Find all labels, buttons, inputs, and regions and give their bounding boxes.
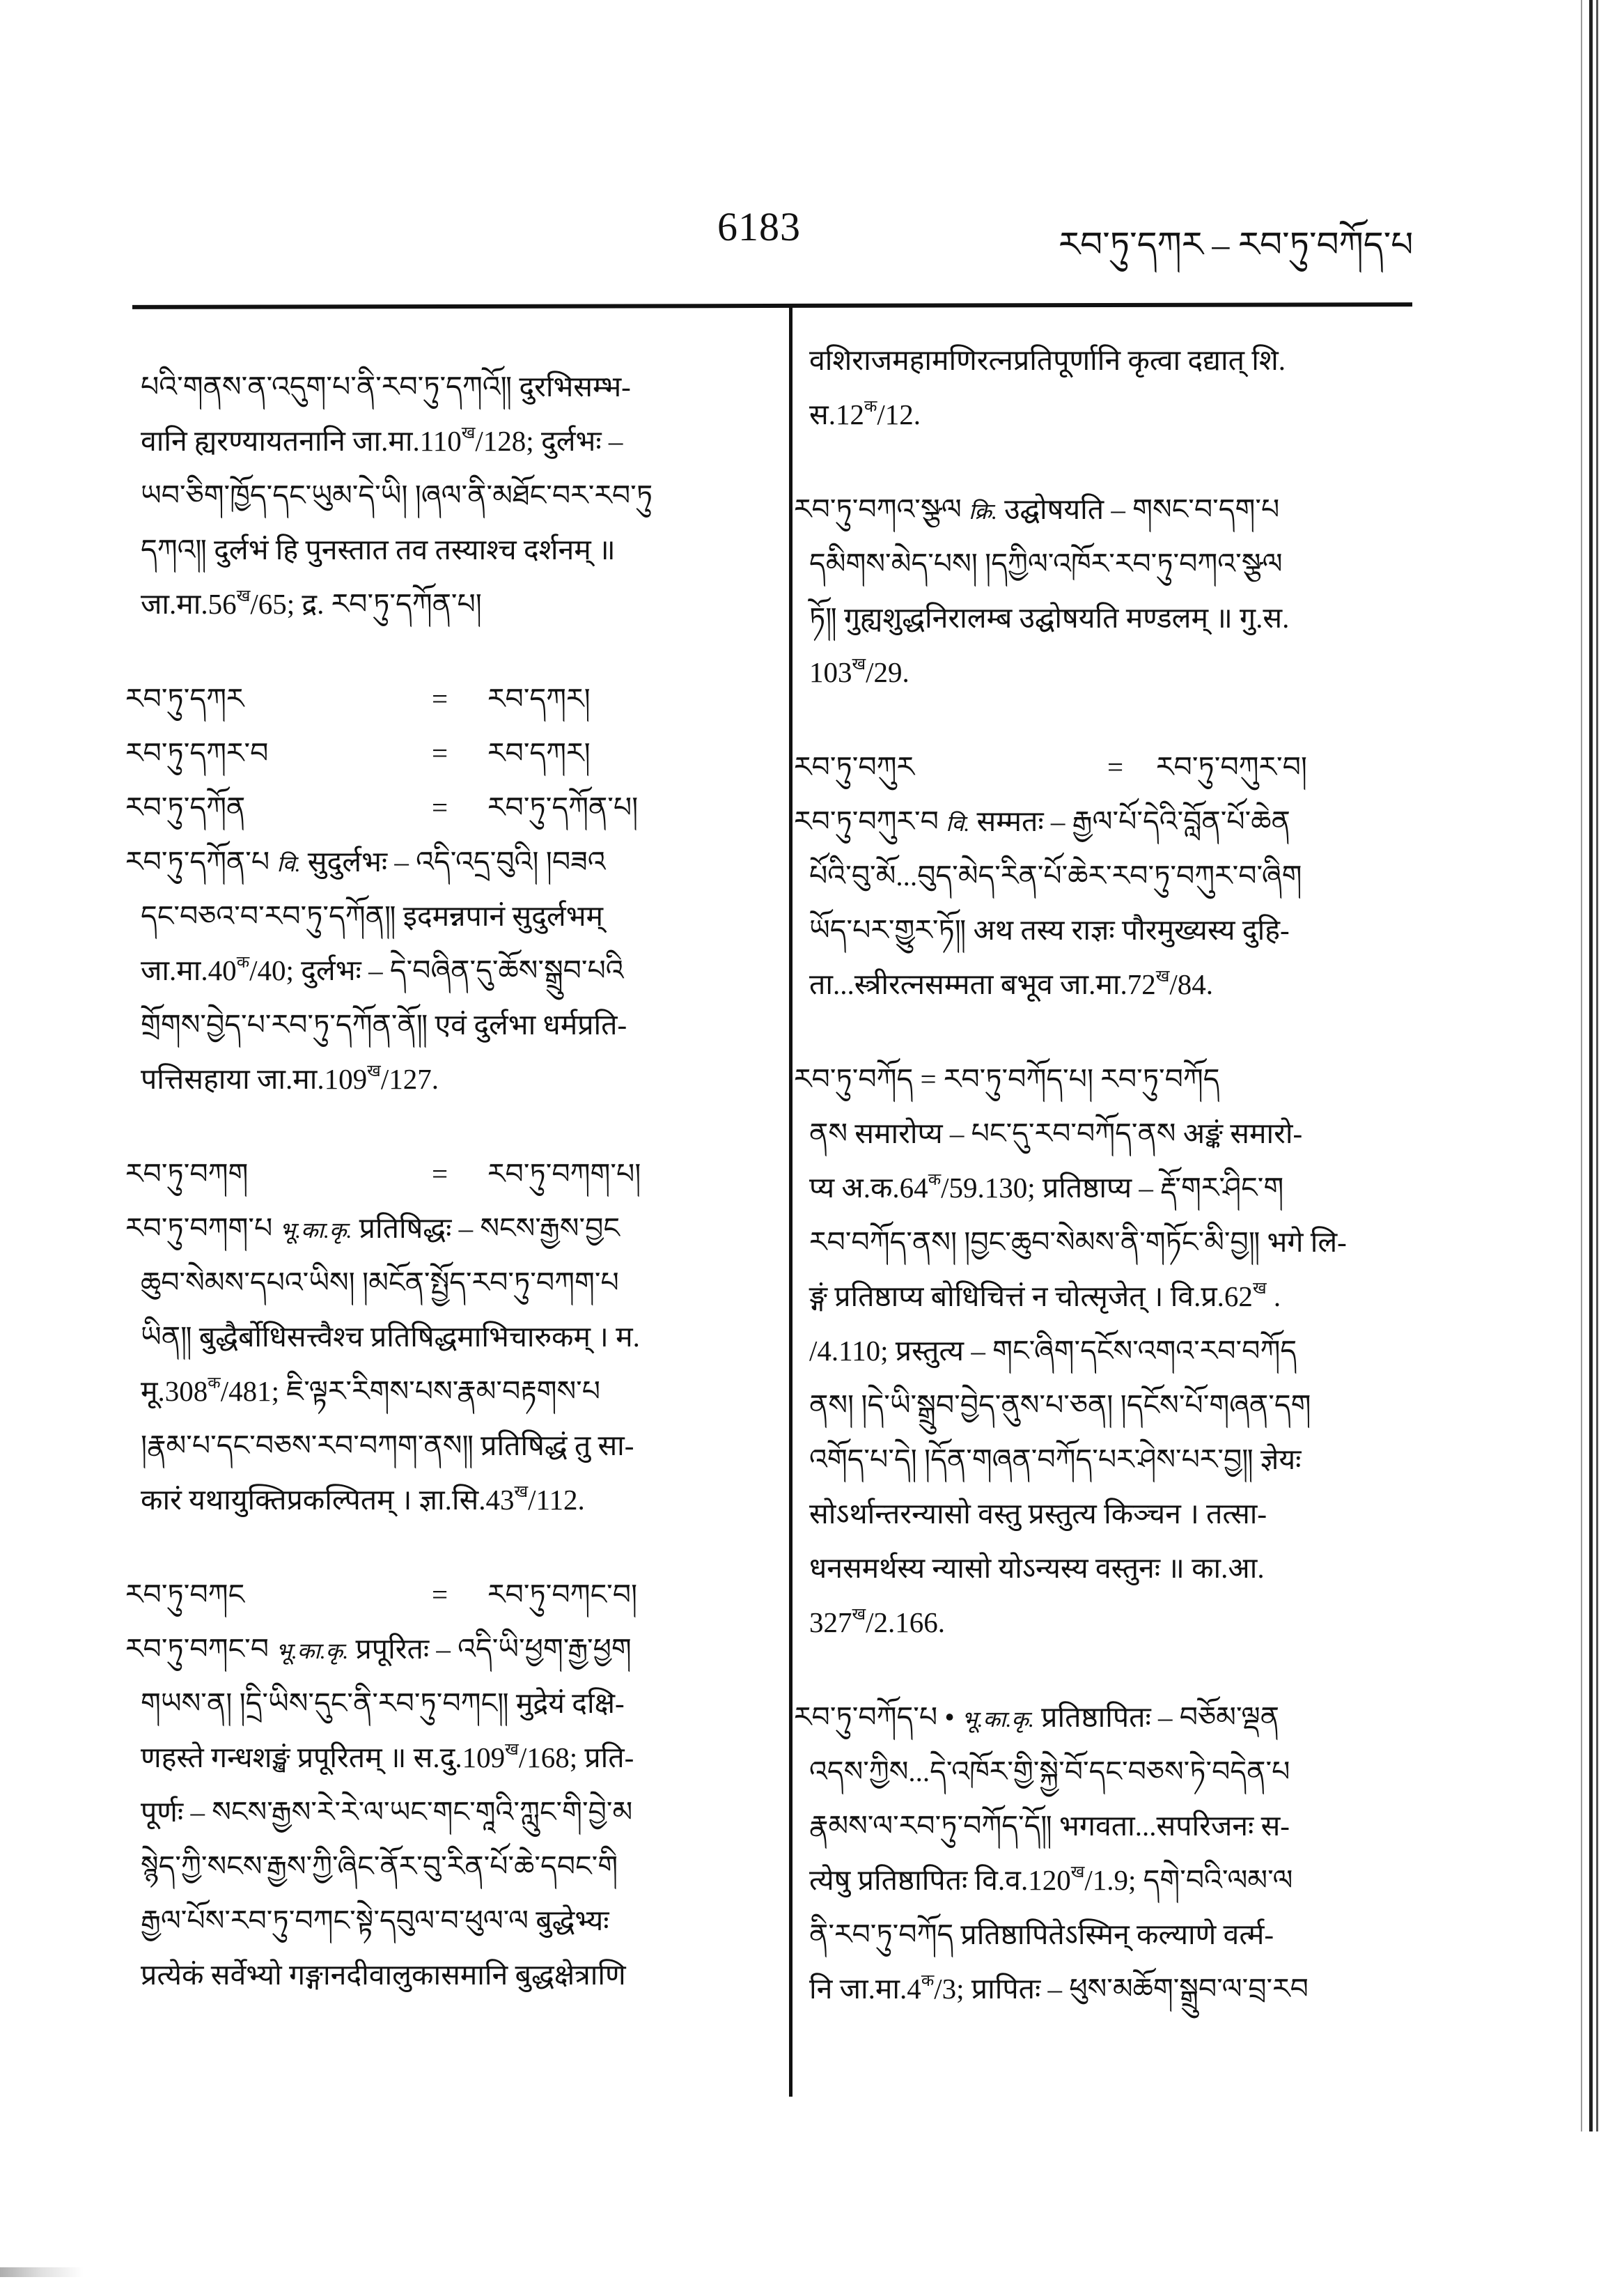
entry-text-line xyxy=(125,1473,773,1527)
text-segment: ङ्गं प्रतिष्ठाप्य बोधिचित्तं न चोत्सृजेत् । वि.प्र.62 xyxy=(809,1280,1253,1312)
running-head: རབ་ཏུ་དཀར – རབ་ཏུ་བཀོད་པ xyxy=(1059,225,1414,264)
text-segment: /65; द्र. རབ་ཏུ་དཀོན་པ། xyxy=(250,588,482,620)
entry-text-line xyxy=(125,943,773,997)
text-segment: གྲོགས་བྱེད་པ་རབ་ཏུ་དཀོན་ནོ༎ एवं दुर्लभा धर्मप्रति- xyxy=(141,1009,627,1041)
text-segment: རྣམས་ལ་རབ་ཏུ་བཀོད་དོ༎ भगवता...सपरिजनः स- xyxy=(809,1810,1290,1842)
text-segment: དང་བཅའ་བ་རབ་ཏུ་དཀོན༎ इदमन्नपानं सुदुर्लभम् xyxy=(141,900,604,932)
text-segment: प्य अ.क.64 xyxy=(809,1172,928,1204)
entry-text-line xyxy=(794,1541,1421,1595)
folio-side-superscript: ख xyxy=(367,1062,381,1080)
text-segment: ता...स्त्रीरत्नसम्मता बभूव जा.मा.72 xyxy=(809,968,1156,1000)
grammar-label: भू.का.कृ. xyxy=(961,1707,1034,1732)
text-segment: རབ་ཏུ་བཀོད་པ • xyxy=(794,1701,962,1733)
text-segment: /112. xyxy=(528,1484,585,1516)
text-segment: ཡིན༎ बुद्धैर्बोधिसत्त्वैश्च प्रतिषिद्धमाभिचारुकम् । म. xyxy=(141,1321,640,1353)
text-segment: सम्मतः – རྒྱལ་པོ་དེའི་བློན་པོ་ཆེན xyxy=(969,805,1290,837)
entry-text-line xyxy=(794,1160,1421,1215)
text-segment: རབ་ཏུ་བཀའ་སྩལ xyxy=(794,493,969,525)
headword: རབ་ཏུ་བཀུར xyxy=(794,751,915,783)
entry-text-line xyxy=(125,1730,773,1785)
text-segment: प्रतिषिद्धः – སངས་རྒྱས་བྱང xyxy=(352,1212,620,1244)
entry-text-line xyxy=(794,1378,1421,1432)
entry-text-line xyxy=(794,1962,1421,2016)
entry-first-line xyxy=(125,1622,773,1676)
entry-text-line xyxy=(125,1052,773,1106)
text-segment: འདས་ཀྱིས...དེ་འཁོར་གྱི་སྐྱེ་བོ་དང་བཅས་ཏེ་བདེན་པ xyxy=(809,1755,1290,1787)
grammar-label: भू.का.कृ. xyxy=(276,1638,349,1663)
page-edge-line xyxy=(1589,0,1593,2131)
text-segment: त्येषु प्रतिष्ठापितः वि.व.120 xyxy=(809,1864,1071,1896)
grammar-label: वि. xyxy=(946,811,970,836)
text-segment: सुदुर्लभः – འདི་འདྲ་བུའི། །བཟའ xyxy=(300,846,606,878)
text-segment: །རྣམ་པ་དང་བཅས་རབ་བཀག་ནས༎ प्रतिषिद्धं तु सा- xyxy=(141,1429,634,1461)
entry-first-line xyxy=(125,1201,773,1255)
entry-text-line xyxy=(125,359,773,414)
entry-text-line xyxy=(794,1106,1421,1160)
text-segment: རབ་ཏུ་བཀང་བ xyxy=(125,1633,276,1665)
equals-sign: = xyxy=(432,1578,448,1610)
text-segment: /3; प्रापितः – ཕུས་མཆོག་སྒྲུབ་ལ་བྲ་རབ xyxy=(934,1973,1309,2005)
entry-text-line xyxy=(794,333,1421,387)
text-segment: /168; प्रति- xyxy=(518,1741,634,1773)
folio-side-superscript: ख xyxy=(236,587,251,605)
folio-side-superscript: ख xyxy=(461,424,476,442)
text-segment: कारं यथायुक्तिप्रकल्पितम् । ज्ञा.सि.43 xyxy=(141,1484,515,1516)
text-segment: स.12 xyxy=(809,398,864,430)
entry-text-line xyxy=(125,889,773,943)
text-segment: རབ་ཏུ་བཀོད = རབ་ཏུ་བཀོད་པ། རབ་ཏུ་བཀོད xyxy=(794,1063,1220,1095)
text-segment: ཡབ་ཅིག་ཁྱོད་དང་ཡུམ་དེ་ཡི། །ཞལ་ནི་མཐོང་བར་རབ་ཏུ xyxy=(141,479,653,511)
equals-sign: = xyxy=(432,737,448,769)
text-segment: ནས། །དེ་ཡི་སྒྲུབ་བྱེད་ནུས་པ་ཅན། །དངོས་པོ་གཞན་དག xyxy=(809,1389,1311,1421)
text-segment: སྙེད་ཀྱི་སངས་རྒྱས་ཀྱི་ཞིང་ནོར་བུ་རིན་པོ་ཆེ་དབང་གི xyxy=(141,1850,618,1882)
entry-text-line xyxy=(125,468,773,522)
reference-target: རབ་ཏུ་བཀང་བ། xyxy=(487,1578,638,1610)
text-segment: དམིགས་མེད་པས། །དཀྱིལ་འཁོར་རབ་ཏུ་བཀའ་སྩལ xyxy=(809,547,1283,580)
entry-text-line xyxy=(794,1853,1421,1907)
page-edge-line xyxy=(1596,0,1598,2131)
folio-side-superscript: क xyxy=(921,1972,935,1990)
text-segment: जा.मा.40 xyxy=(141,954,237,986)
text-segment: मू.308 xyxy=(141,1375,208,1407)
text-segment: རབ་ཏུ་བཀུར་བ xyxy=(794,805,946,837)
entry-first-line xyxy=(125,834,773,889)
entry-text-line xyxy=(794,1486,1421,1541)
text-segment: /1.9; དགེ་བའི་ལམ་ལ xyxy=(1084,1864,1293,1896)
text-segment: པོའི་བུ་མོ...བུད་མེད་རིན་པོ་ཆེར་རབ་ཏུ་བཀུར་བ་ཞིག xyxy=(809,860,1302,892)
text-segment: /40; दुर्लभः – དེ་བཞིན་དུ་ཆོས་སྒྲུབ་པའི xyxy=(249,954,624,986)
text-segment: वशिराजमहामणिरत्नप्रतिपूर्णानि कृत्वा दद्यात् शि. xyxy=(809,344,1286,376)
grammar-label: क्रि. xyxy=(969,499,997,524)
text-segment: /2.166. xyxy=(866,1606,946,1638)
equals-sign: = xyxy=(432,1158,448,1190)
text-segment: ཡོད་པར་གྱུར་ཏོ༎ अथ तस्य राज्ञः पौरमुख्यस्य दुहि- xyxy=(809,914,1290,946)
cross-reference-entry xyxy=(125,726,773,780)
text-segment: /84. xyxy=(1169,968,1214,1000)
entry-text-line xyxy=(125,1364,773,1418)
text-segment: /128; दुर्लभः – xyxy=(475,425,623,457)
text-segment: རབ་ཏུ་དཀོན་པ xyxy=(125,846,277,878)
text-segment: . xyxy=(1266,1280,1281,1312)
entry-text-line xyxy=(125,1893,773,1948)
equals-sign: = xyxy=(1107,751,1124,783)
left-column xyxy=(125,359,773,2002)
entry-first-line xyxy=(794,1052,1421,1106)
entry-text-line xyxy=(125,1948,773,2002)
folio-side-superscript: ख xyxy=(1252,1280,1267,1298)
equals-sign: = xyxy=(432,791,448,823)
entry-text-line xyxy=(794,1432,1421,1486)
headword: རབ་ཏུ་བཀག xyxy=(125,1158,249,1190)
cross-reference-entry xyxy=(125,780,773,834)
headword: རབ་ཏུ་དཀར་བ xyxy=(125,737,269,769)
entry-text-line xyxy=(794,591,1421,645)
entry-text-line xyxy=(794,1744,1421,1799)
folio-side-superscript: क xyxy=(928,1171,942,1189)
entry-text-line xyxy=(794,536,1421,591)
entry-text-line xyxy=(794,1595,1421,1649)
text-segment: णहस्ते गन्धशङ्खं प्रपूरितम् ॥ स.दु.109 xyxy=(141,1741,506,1773)
text-segment: जा.मा.56 xyxy=(141,588,237,620)
headword: རབ་ཏུ་བཀང xyxy=(125,1578,245,1610)
scan-smudge xyxy=(0,2267,84,2277)
text-segment: པའི་གནས་ན་འདུག་པ་ནི་རབ་ཏུ་དཀའོ༎ दुरभिसम्भ- xyxy=(141,371,631,403)
headword: རབ་ཏུ་དཀར xyxy=(125,683,244,715)
text-segment: 103 xyxy=(809,656,852,688)
text-segment: ཏོ༎ गुह्यशुद्धनिरालम्ब उद्घोषयति मण्डलम् ॥ गु.स. xyxy=(809,602,1290,634)
entry-text-line xyxy=(794,1323,1421,1378)
folio-side-superscript: ख xyxy=(514,1483,529,1501)
text-segment: /29. xyxy=(866,656,909,688)
right-column xyxy=(794,333,1421,2016)
text-segment: དཀའ༎ दुर्लभं हि पुनस्तात तव तस्याश्च दर्शनम् ॥ xyxy=(141,534,616,566)
text-segment: རྒྱལ་པོས་རབ་ཏུ་བཀང་སྟེ་དབུལ་བ་ཕུལ་ལ बुद्धेभ्यः xyxy=(141,1904,609,1936)
text-segment: पूर्णः – སངས་རྒྱས་རེ་རེ་ལ་ཡང་གང་གཱའི་ཀླུང་གི་བྱེ་མ xyxy=(141,1796,633,1828)
text-segment: ནི་རབ་ཏུ་བཀོད प्रतिष्ठापितेऽस्मिन् कल्याणे वर्त्म- xyxy=(809,1918,1274,1950)
folio-side-superscript: ख xyxy=(1155,968,1170,986)
entry-text-line xyxy=(125,577,773,631)
cross-reference-entry xyxy=(794,740,1421,794)
entry-first-line xyxy=(794,794,1421,848)
entry-text-line xyxy=(794,1215,1421,1269)
reference-target: རབ་ཏུ་བཀག་པ། xyxy=(487,1158,641,1190)
entry-text-line xyxy=(794,1269,1421,1323)
column-divider xyxy=(789,306,793,2097)
page-edge-line xyxy=(1581,0,1582,2131)
text-segment: /12. xyxy=(877,398,921,430)
entry-text-line xyxy=(794,848,1421,903)
text-segment: /127. xyxy=(380,1063,439,1095)
text-segment: རབ་བཀོད་ནས། །བྱང་ཆུབ་སེམས་ནི་གཏོང་མི་བྱ༎ भगे लि- xyxy=(809,1226,1347,1258)
folio-side-superscript: ख xyxy=(852,1606,866,1624)
cross-reference-entry xyxy=(125,671,773,726)
entry-text-line xyxy=(125,414,773,468)
entry-text-line xyxy=(125,1839,773,1893)
reference-target: རབ་དཀར། xyxy=(487,737,591,769)
text-segment: རབ་ཏུ་བཀག་པ xyxy=(125,1212,280,1244)
page-number: 6183 xyxy=(717,204,801,249)
entry-first-line xyxy=(794,482,1421,536)
reference-target: རབ་ཏུ་བཀུར་བ། xyxy=(1156,751,1308,783)
entry-text-line xyxy=(125,1418,773,1473)
entry-text-line xyxy=(125,1785,773,1839)
cross-reference-entry xyxy=(125,1567,773,1622)
entry-text-line xyxy=(794,1907,1421,1962)
folio-side-superscript: ख xyxy=(505,1741,519,1759)
text-segment: उद्घोषयति – གསང་བ་དག་པ xyxy=(997,493,1280,525)
reference-target: རབ་ཏུ་དཀོན་པ། xyxy=(487,791,639,823)
header-rule xyxy=(132,302,1412,309)
text-segment: /59.130; प्रतिष्ठाप्य – རྡོ་གར་ཤིང་ག xyxy=(941,1172,1284,1204)
text-segment: ཆུབ་སེམས་དཔའ་ཡིས། །མངོན་སྤྱོད་རབ་ཏུ་བཀག་པ xyxy=(141,1266,619,1298)
headword: རབ་ཏུ་དཀོན xyxy=(125,791,246,823)
text-segment: प्रतिष्ठापितः – བཅོམ་ལྡན xyxy=(1033,1701,1279,1733)
entry-text-line xyxy=(125,997,773,1052)
entry-text-line xyxy=(794,903,1421,957)
grammar-label: वि. xyxy=(276,851,301,876)
text-segment: वानि ह्यरण्यायतनानि जा.मा.110 xyxy=(141,425,462,457)
equals-sign: = xyxy=(432,683,448,715)
entry-text-line xyxy=(125,522,773,577)
text-segment: /481; ཇི་ལྟར་རིགས་པས་རྣམ་བརྟགས་པ xyxy=(220,1375,601,1407)
folio-side-superscript: क xyxy=(208,1374,221,1392)
grammar-label: भू.का.कृ. xyxy=(279,1218,352,1243)
text-segment: प्रत्येकं सर्वेभ्यो गङ्गानदीवालुकासमानि बुद्धक्षेत्राणि xyxy=(141,1959,626,1991)
cross-reference-entry xyxy=(125,1147,773,1201)
entry-text-line xyxy=(794,645,1421,699)
entry-text-line xyxy=(794,1799,1421,1853)
text-segment: ནས समारोप्य – པང་དུ་རབ་བཀོད་ནས अङ्कं समारो- xyxy=(809,1117,1303,1149)
entry-first-line xyxy=(794,1690,1421,1744)
text-segment: འགོད་པ་དེ། །དོན་གཞན་བཀོད་པར་ཤེས་པར་བྱ༎ ज्ञेयः xyxy=(809,1443,1302,1475)
entry-text-line xyxy=(794,387,1421,442)
folio-side-superscript: क xyxy=(236,954,250,972)
entry-text-line xyxy=(125,1310,773,1364)
text-segment: /4.110; प्रस्तुत्य – གང་ཞིག་དངོས་འགའ་རབ་བཀོད xyxy=(809,1335,1297,1367)
text-segment: प्रपूरितः – འདི་ཡི་ཕྱག་རྒྱ་ཕྱག xyxy=(348,1633,632,1665)
entry-text-line xyxy=(125,1676,773,1730)
text-segment: 327 xyxy=(809,1606,852,1638)
entry-text-line xyxy=(794,957,1421,1011)
text-segment: सोऽर्थान्तरन्यासो वस्तु प्रस्तुत्य किञ्चन । तत्सा- xyxy=(809,1498,1267,1530)
text-segment: धनसमर्थस्य न्यासो योऽन्यस्य वस्तुनः ॥ का.आ. xyxy=(809,1552,1265,1584)
reference-target: རབ་དཀར། xyxy=(487,683,591,715)
text-segment: नि जा.मा.4 xyxy=(809,1973,921,2005)
entry-text-line xyxy=(125,1255,773,1310)
text-segment: གཡས་ན། །དྲི་ཡིས་དུང་ནི་རབ་ཏུ་བཀང༎ मुद्रेयं दक्षि- xyxy=(141,1687,625,1719)
folio-side-superscript: क xyxy=(864,398,877,416)
text-segment: पत्तिसहाया जा.मा.109 xyxy=(141,1063,368,1095)
folio-side-superscript: ख xyxy=(1070,1863,1085,1881)
folio-side-superscript: ख xyxy=(852,655,866,674)
